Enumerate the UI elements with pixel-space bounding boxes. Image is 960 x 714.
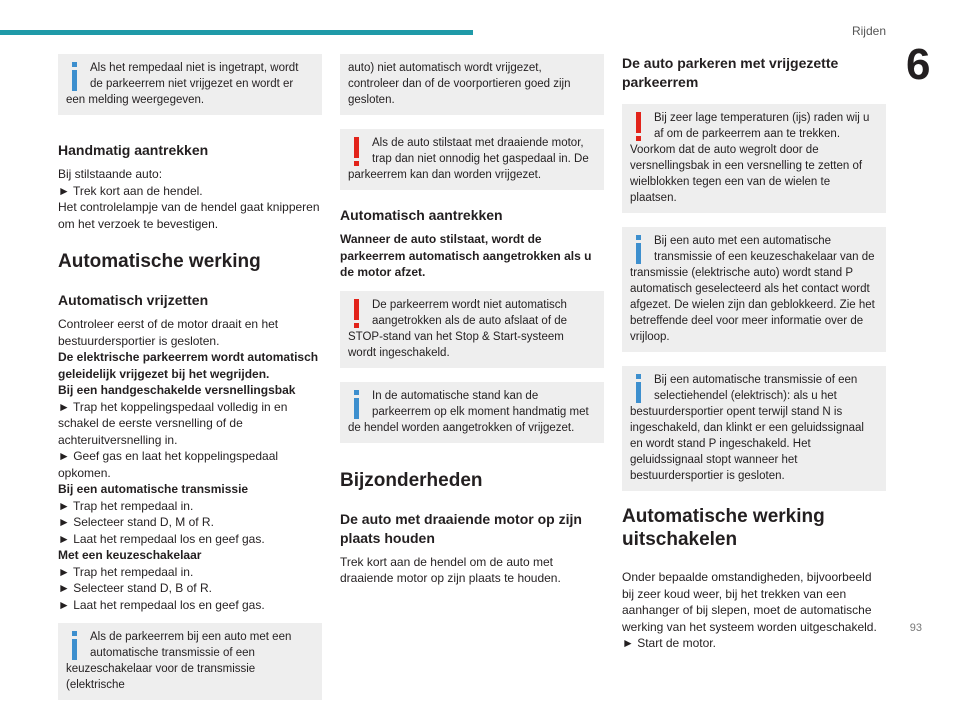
note-text: Bij een auto met een automatische transmissie of een keuzeschakelaar van de transmissie (elektrische auto) wordt stand P automatisch geselecteerd als het contact wordt afgezet. De wielen zijn dan geblokkeerd. Zie het betreffende deel voor meer informatie over de vrijloop. (630, 235, 875, 343)
note-text: De parkeerrem wordt niet automatisch aangetrokken als de auto afslaat of de STOP-stand van het Stop & Start-systeem wordt ingeschakeld. (348, 298, 568, 359)
warning-icon (630, 112, 646, 142)
auto-trans-step: ► Laat het rempedaal los en geef gas. (58, 531, 265, 546)
manual-gearbox-step: ► Trap het koppelingspedaal volledig in en schakel de eerste versnelling of de achteruitversnelling in. (58, 399, 288, 447)
selector-step: ► Laat het rempedaal los en geef gas. (58, 597, 265, 612)
heading-running: De auto met draaiende motor op zijn plaats houden (340, 510, 582, 546)
running-text: Trek kort aan de hendel om de auto met draaiende motor op zijn plaats te houden. (340, 554, 561, 585)
selector-heading: Met een keuzeschakelaar (58, 548, 202, 562)
manual-line: ► Trek kort aan de hendel. (58, 183, 203, 198)
info-note-continued (340, 54, 604, 115)
page-number: 93 (909, 622, 922, 634)
warning-note (340, 129, 604, 190)
manual-gearbox-step: ► Geef gas en laat het koppelingspedaal opkomen. (58, 449, 279, 480)
chapter-number: 6 (906, 40, 931, 89)
info-note (58, 623, 322, 700)
heading-apply: Automatisch aantrekken (340, 207, 503, 223)
manual-gearbox-heading: Bij een handgeschakelde versnellingsbak (58, 383, 296, 397)
warning-note (340, 291, 604, 368)
info-note (622, 227, 886, 352)
auto-trans-heading: Bij een automatische transmissie (58, 482, 249, 496)
chapter-title: Rijden (851, 24, 886, 38)
column-3 (622, 54, 886, 652)
note-text: In de automatische stand kan de parkeerrem op elk moment handmatig met de hendel worden aangetrokken of vrijgezet. (348, 389, 589, 434)
accent-bar (0, 30, 473, 35)
info-note (622, 366, 886, 491)
auto-trans-step: ► Trap het rempedaal in. (58, 498, 194, 513)
note-text: Als de parkeerrem bij een auto met een automatische transmissie of een keuzeschakelaar voor de transmissie (elektrische (66, 631, 292, 691)
warning-icon (348, 299, 364, 329)
manual-line: Het controlelampje van de hendel gaat knipperen om het verzoek te bevestigen. (58, 200, 320, 231)
apply-bold: Wanneer de auto stilstaat, wordt de parkeerrem automatisch aangetrokken als u de motor afzet. (340, 232, 592, 279)
selector-step: ► Selecteer stand D, B of R. (58, 581, 212, 595)
release-intro: Controleer eerst of de motor draait en het bestuurdersportier is gesloten. (58, 317, 279, 348)
info-icon (630, 235, 646, 265)
note-text: Bij een automatische transmissie of een selectiehendel (elektrisch): als u het bestuurdersportier opent terwijl stand N is ingeschakeld, dan klinkt er een geluidssignaal en wordt stand P ingeschakeld. Het geluidssignaal stopt wanneer het bestuurdersportier is gesloten. (630, 374, 864, 482)
section-title: Automatische werking uitschakelen (622, 506, 825, 550)
column-1 (58, 54, 322, 714)
note-text: Als de auto stilstaat met draaiende motor, trap dan niet onnodig het gaspedaal in. De parkeerrem kan dan worden vrijgezet. (348, 137, 589, 181)
release-bold: De elektrische parkeerrem wordt automatisch geleidelijk vrijgezet bij het wegrijden. (58, 350, 319, 381)
info-icon (348, 390, 364, 420)
note-text: Bij zeer lage temperaturen (ijs) raden wij u af om de parkeerrem aan te trekken. Voorkom dat de auto wegrolt door de versnellingsbak in een versnelling te zetten of wielblokken tegen een van de wielen te plaatsen. (630, 112, 870, 204)
note-text: auto) niet automatisch wordt vrijgezet, controleer dan of de voorportieren goed zijn gesloten. (348, 62, 571, 106)
disable-step: ► Start de motor. (622, 636, 716, 650)
manual-line: Bij stilstaande auto: (58, 167, 163, 181)
disable-text: Onder bepaalde omstandigheden, bijvoorbeeld bij zeer koud weer, bij het trekken van een aanhanger of bij slepen, moet de automatische werking van het systeem worden uitgeschakeld. (622, 570, 877, 634)
warning-icon (348, 137, 364, 167)
column-2 (340, 54, 604, 587)
info-note (340, 382, 604, 443)
note-text: Als het rempedaal niet is ingetrapt, wordt de parkeerrem niet vrijgezet en wordt er een melding weergegeven. (66, 62, 299, 106)
section-title: Automatische werking (58, 251, 261, 272)
section-title: Bijzonderheden (340, 469, 483, 491)
heading-park: De auto parkeren met vrijgezette parkeerrem (622, 55, 839, 90)
heading-release: Automatisch vrijzetten (58, 292, 209, 308)
info-icon (630, 374, 646, 404)
selector-step: ► Trap het rempedaal in. (58, 564, 194, 579)
warning-note (622, 104, 886, 213)
info-icon (66, 62, 82, 92)
heading-manual: Handmatig aantrekken (58, 142, 209, 158)
info-note (58, 54, 322, 115)
info-icon (66, 631, 82, 661)
auto-trans-step: ► Selecteer stand D, M of R. (58, 515, 214, 529)
